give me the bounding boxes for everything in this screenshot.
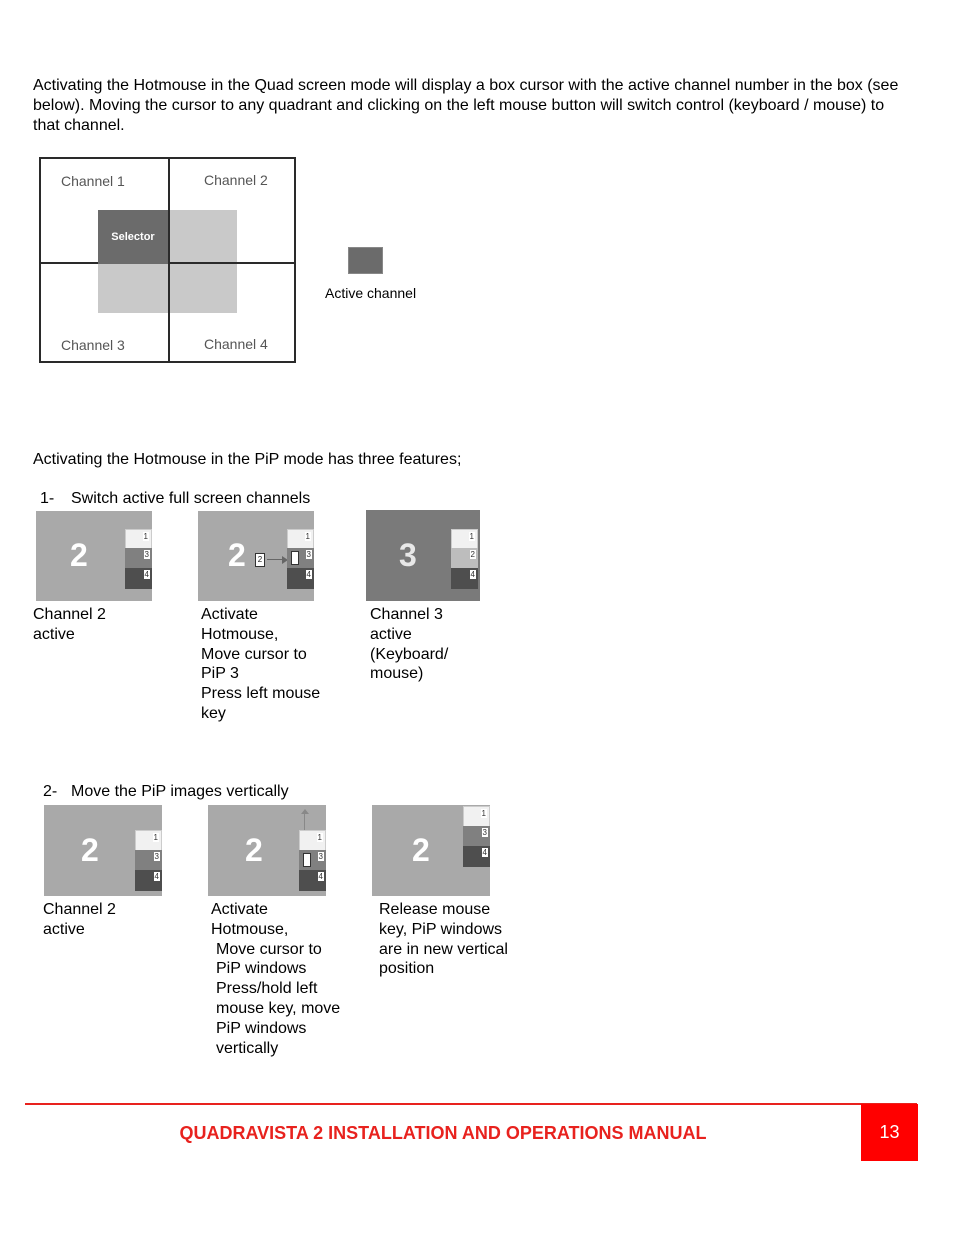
selector-box: Selector: [98, 210, 168, 264]
main-channel-number: 2: [245, 832, 263, 868]
pip-cell: 4: [463, 846, 490, 867]
caption-2b: Activate Hotmouse, Move cursor to PiP windows Press/hold left mouse key, move PiP windows vertically: [211, 901, 341, 1057]
page-number: 13: [861, 1104, 918, 1161]
pip-cell: 4: [125, 568, 152, 589]
pip-cell: 1: [451, 529, 478, 550]
footer-title: QUADRAVISTA 2 INSTALLATION AND OPERATIONS MANUAL: [179, 1123, 707, 1143]
section1-title: Switch active full screen channels: [71, 490, 311, 507]
arrow-head-icon: [301, 809, 309, 814]
main-channel-number: 2: [70, 537, 88, 573]
up-arrow-icon: [304, 811, 305, 831]
quadrant-label-1: Channel 1: [61, 173, 125, 189]
pip-panel-2b: [208, 805, 326, 896]
quadrant-label-2: Channel 2: [204, 172, 268, 188]
main-channel-number: 2: [412, 832, 430, 868]
active-channel-swatch: [348, 247, 383, 274]
caption-1a: Channel 2 active: [33, 606, 106, 643]
pip-cell: 1: [299, 830, 326, 851]
main-channel-number: 2: [81, 832, 99, 868]
main-channel-number: 3: [399, 537, 417, 573]
quad-divider-vertical: [168, 159, 170, 361]
section2-number: 2-: [43, 783, 58, 800]
caption-2a: Channel 2 active: [43, 901, 116, 938]
pip-panel-1b: [198, 511, 314, 601]
pip-panel-2a: [44, 805, 162, 896]
pip-cell: 3: [287, 548, 314, 569]
main-channel-number: 2: [228, 537, 246, 573]
pip-cell: 1: [135, 830, 162, 851]
pip-cell: 4: [299, 870, 326, 891]
quad-screen-diagram: [39, 157, 296, 363]
pip-cell: 1: [125, 529, 152, 550]
pip-cell: 4: [287, 568, 314, 589]
hotmouse-cursor-icon: 2: [255, 553, 265, 567]
section2-title: Move the PiP images vertically: [71, 783, 289, 800]
caption-1c: Channel 3 active (Keyboard/ mouse): [370, 606, 449, 683]
caption-2c: Release mouse key, PiP windows are in new vertical position: [379, 901, 508, 978]
pip-intro: Activating the Hotmouse in the PiP mode has three features;: [33, 451, 462, 468]
quadrant-label-4: Channel 4: [204, 336, 268, 352]
pip-cell: 4: [451, 568, 478, 589]
cursor-move-icon: [291, 551, 299, 565]
pip-cell: 1: [287, 529, 314, 550]
caption-1b: Activate Hotmouse, Move cursor to PiP 3 Press left mouse key: [201, 606, 321, 722]
quadrant-label-3: Channel 3: [61, 337, 125, 353]
active-channel-legend: Active channel: [325, 285, 417, 301]
pip-cell: 3: [135, 850, 162, 871]
pip-cell: 4: [135, 870, 162, 891]
pip-cell: 3: [299, 850, 326, 871]
intro-paragraph: Activating the Hotmouse in the Quad screen mode will display a box cursor with the active channel number in the box (see below). Moving the cursor to any quadrant and clicking on the left mouse button will switch control (keyboard / mouse) to that channel.: [33, 77, 899, 134]
pip-cell: 3: [463, 826, 490, 847]
cursor-move-icon: [303, 853, 311, 867]
pip-cell: 3: [125, 548, 152, 569]
pip-cell: 2: [451, 548, 478, 569]
pip-panel-2c: [372, 805, 490, 896]
pip-panel-1a: [36, 511, 152, 601]
pip-panel-1c: [366, 510, 480, 601]
footer-rule: [25, 1103, 917, 1105]
pip-cell: 1: [463, 806, 490, 827]
section1-number: 1-: [40, 490, 55, 507]
